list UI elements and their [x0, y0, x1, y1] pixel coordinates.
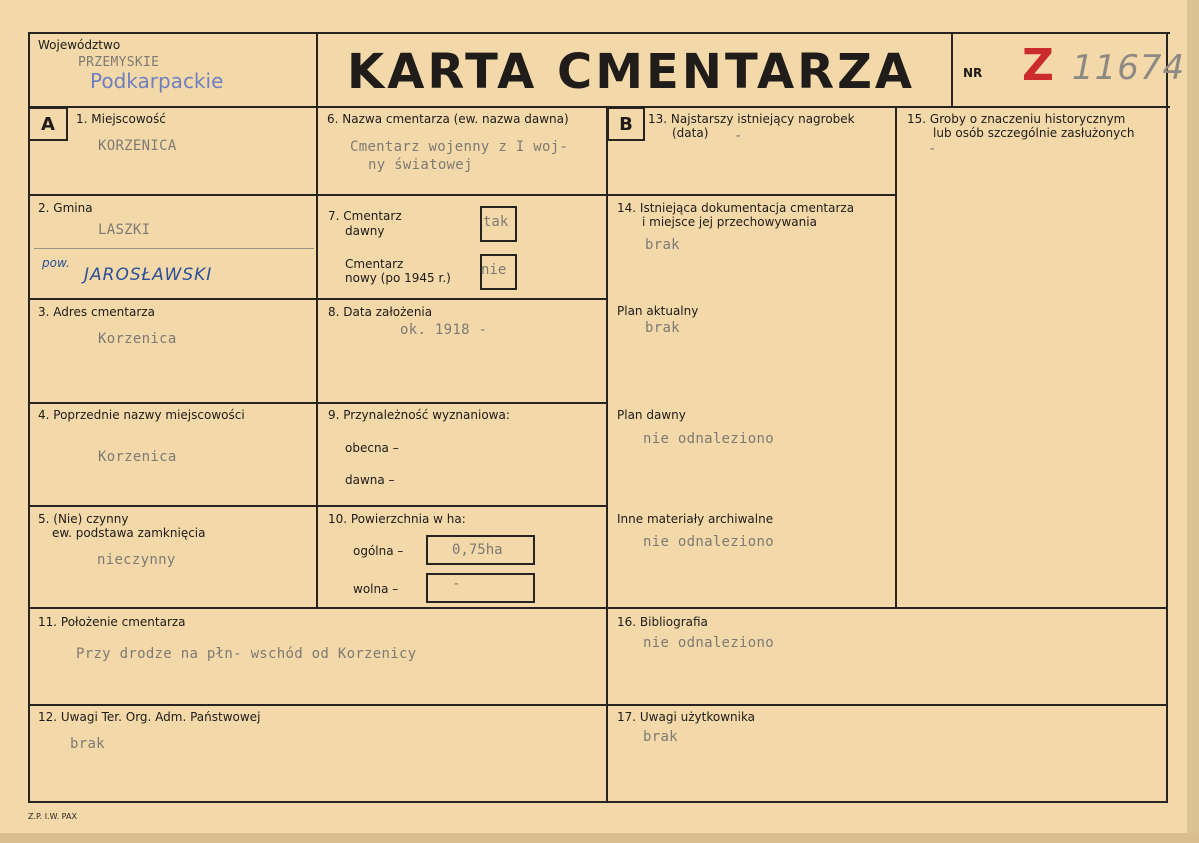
field-9-obecna-label: obecna –: [345, 441, 399, 455]
field-8-value: ok. 1918 -: [400, 322, 488, 338]
plan-dawny-label: Plan dawny: [617, 408, 686, 422]
field-15-label: 15. Groby o znaczeniu historycznym: [907, 112, 1126, 126]
field-7-dawny-value: tak: [483, 214, 509, 230]
field-1-value: KORZENICA: [98, 138, 177, 154]
field-5-label: 5. (Nie) czynny: [38, 512, 129, 526]
field-6-value-line2: ny światowej: [368, 157, 473, 173]
field-12-value: brak: [70, 736, 105, 752]
field-2-pow-value: JAROSŁAWSKI: [84, 265, 213, 285]
inne-materialy-label: Inne materiały archiwalne: [617, 512, 774, 526]
nr-number: 11674: [1072, 48, 1186, 88]
field-17-label: 17. Uwagi użytkownika: [617, 710, 756, 724]
field-17-value: brak: [643, 729, 678, 745]
nr-letter: Z: [1022, 40, 1054, 91]
field-14-sublabel: i miejsce jej przechowywania: [642, 215, 817, 229]
field-13-value: -: [734, 128, 743, 144]
field-8-label: 8. Data założenia: [328, 305, 433, 319]
field-16-value: nie odnaleziono: [643, 635, 774, 651]
wojewodztwo-label: Województwo: [38, 38, 121, 52]
nr-label: NR: [963, 66, 983, 80]
field-1-label: 1. Miejscowość: [76, 112, 166, 126]
field-6-label: 6. Nazwa cmentarza (ew. nazwa dawna): [327, 112, 569, 126]
field-10-label: 10. Powierzchnia w ha:: [328, 512, 466, 526]
field-9-label: 9. Przynależność wyznaniowa:: [328, 408, 510, 422]
field-16-label: 16. Bibliografia: [617, 615, 708, 629]
printer-imprint: Z.P. I.W. PAX: [28, 812, 77, 821]
field-13-sublabel: (data): [672, 126, 709, 140]
card-bottom-edge: [0, 833, 1199, 843]
field-13-label: 13. Najstarszy istniejący nagrobek: [648, 112, 855, 126]
field-4-label: 4. Poprzednie nazwy miejscowości: [38, 408, 245, 422]
field-10-wolna-value: -: [452, 576, 461, 592]
card-title: KARTA CMENTARZA: [347, 44, 916, 100]
field-7-dawny-label: dawny: [345, 224, 385, 238]
plan-dawny-value: nie odnaleziono: [643, 431, 774, 447]
field-7-nowy-label: nowy (po 1945 r.): [345, 271, 451, 285]
field-7-label: 7. Cmentarz: [328, 209, 402, 223]
plan-aktualny-value: brak: [645, 320, 680, 336]
field-11-label: 11. Położenie cmentarza: [38, 615, 186, 629]
field-9-dawna-label: dawna –: [345, 473, 395, 487]
field-2-value: LASZKI: [98, 222, 151, 238]
field-10-ogolna-label: ogólna –: [353, 544, 404, 558]
field-3-value: Korzenica: [98, 331, 177, 347]
field-10-wolna-box[interactable]: [426, 573, 535, 603]
section-b-box: B: [607, 107, 645, 141]
field-6-value-line1: Cmentarz wojenny z I woj-: [350, 139, 569, 155]
field-15-sublabel: lub osób szczególnie zasłużonych: [933, 126, 1135, 140]
plan-aktualny-label: Plan aktualny: [617, 304, 699, 318]
field-14-value: brak: [645, 237, 680, 253]
field-3-label: 3. Adres cmentarza: [38, 305, 155, 319]
field-7-cmentarz-label: Cmentarz: [345, 257, 404, 271]
field-15-value: -: [928, 141, 937, 157]
wojewodztwo-new-stamp: Podkarpackie: [90, 69, 224, 93]
wojewodztwo-old-value: PRZEMYSKIE: [78, 55, 160, 70]
field-4-value: Korzenica: [98, 449, 177, 465]
field-10-wolna-label: wolna –: [353, 582, 399, 596]
field-12-label: 12. Uwagi Ter. Org. Adm. Państwowej: [38, 710, 261, 724]
field-5-sublabel: ew. podstawa zamknięcia: [52, 526, 206, 540]
field-14-label: 14. Istniejąca dokumentacja cmentarza: [617, 201, 855, 215]
field-2-pow-prefix: pow.: [42, 256, 70, 270]
field-11-value: Przy drodze na płn- wschód od Korzenicy: [76, 646, 417, 662]
field-7-nowy-value: nie: [481, 262, 507, 278]
card-right-edge: [1187, 0, 1199, 843]
field-10-ogolna-value: 0,75ha: [452, 542, 503, 558]
inne-materialy-value: nie odnaleziono: [643, 534, 774, 550]
field-5-value: nieczynny: [97, 552, 176, 568]
field-2-label: 2. Gmina: [38, 201, 93, 215]
section-a-box: A: [28, 107, 68, 141]
